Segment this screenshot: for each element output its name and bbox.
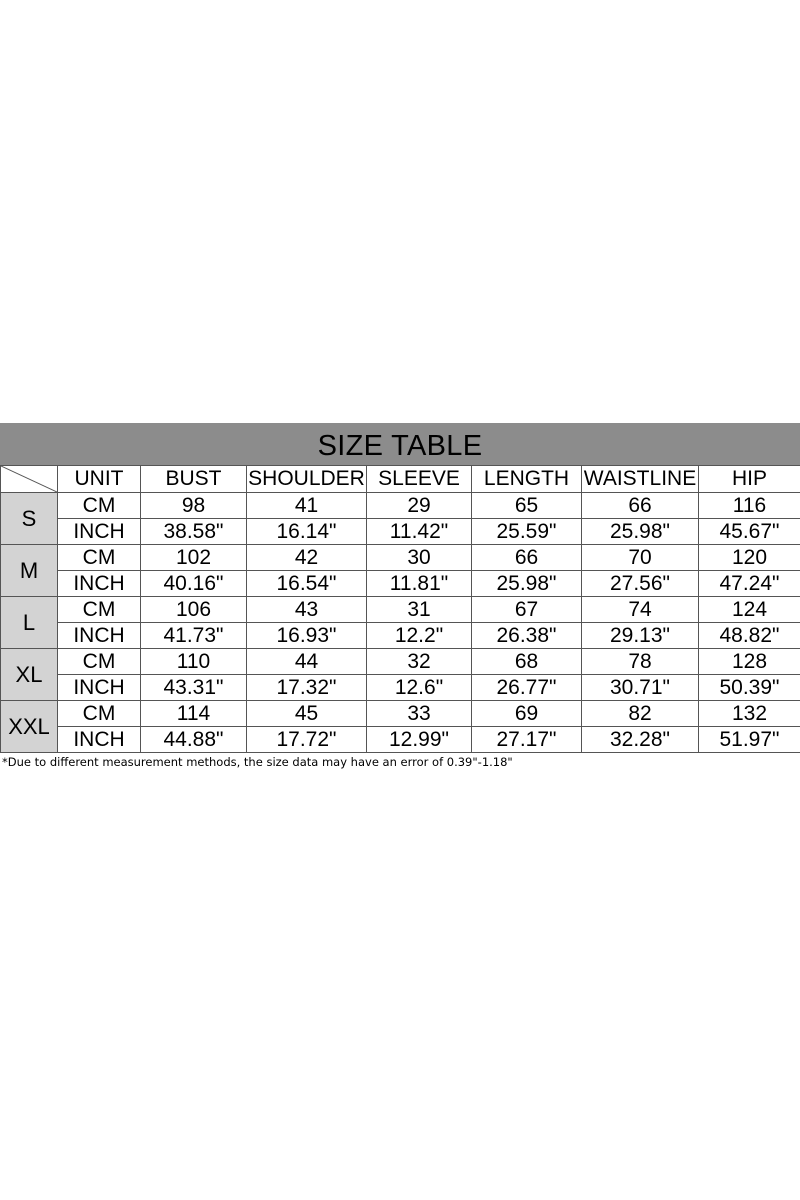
table-title: SIZE TABLE bbox=[317, 429, 483, 462]
value-cell: 65 bbox=[472, 493, 582, 519]
value-cell: 41.73" bbox=[141, 623, 247, 649]
value-cell: 67 bbox=[472, 597, 582, 623]
table-row bbox=[1, 675, 800, 701]
value-cell: 16.14" bbox=[247, 519, 367, 545]
title-bar bbox=[0, 423, 800, 465]
value-cell: 50.39" bbox=[699, 675, 800, 701]
value-cell: 29.13" bbox=[582, 623, 699, 649]
size-label: XL bbox=[1, 649, 58, 701]
value-cell: 16.54" bbox=[247, 571, 367, 597]
unit-cell: INCH bbox=[58, 623, 141, 649]
value-cell: 102 bbox=[141, 545, 247, 571]
table-row bbox=[1, 519, 800, 545]
size-label: XXL bbox=[1, 701, 58, 753]
table-row bbox=[1, 623, 800, 649]
value-cell: 70 bbox=[582, 545, 699, 571]
unit-cell: CM bbox=[58, 701, 141, 727]
value-cell: 11.42" bbox=[367, 519, 472, 545]
value-cell: 82 bbox=[582, 701, 699, 727]
value-cell: 110 bbox=[141, 649, 247, 675]
size-label: M bbox=[1, 545, 58, 597]
value-cell: 29 bbox=[367, 493, 472, 519]
value-cell: 128 bbox=[699, 649, 800, 675]
value-cell: 116 bbox=[699, 493, 800, 519]
unit-cell: INCH bbox=[58, 519, 141, 545]
value-cell: 17.32" bbox=[247, 675, 367, 701]
value-cell: 25.59" bbox=[472, 519, 582, 545]
size-label: S bbox=[1, 493, 58, 545]
unit-cell: CM bbox=[58, 649, 141, 675]
table-row bbox=[1, 597, 800, 623]
value-cell: 17.72" bbox=[247, 727, 367, 753]
value-cell: 25.98" bbox=[472, 571, 582, 597]
value-cell: 26.38" bbox=[472, 623, 582, 649]
unit-cell: INCH bbox=[58, 571, 141, 597]
value-cell: 38.58" bbox=[141, 519, 247, 545]
size-table bbox=[0, 465, 800, 753]
header-length: LENGTH bbox=[472, 466, 582, 493]
value-cell: 132 bbox=[699, 701, 800, 727]
value-cell: 45 bbox=[247, 701, 367, 727]
value-cell: 12.99" bbox=[367, 727, 472, 753]
value-cell: 47.24" bbox=[699, 571, 800, 597]
unit-cell: INCH bbox=[58, 675, 141, 701]
value-cell: 124 bbox=[699, 597, 800, 623]
value-cell: 78 bbox=[582, 649, 699, 675]
value-cell: 31 bbox=[367, 597, 472, 623]
value-cell: 32.28" bbox=[582, 727, 699, 753]
value-cell: 32 bbox=[367, 649, 472, 675]
value-cell: 26.77" bbox=[472, 675, 582, 701]
value-cell: 40.16" bbox=[141, 571, 247, 597]
value-cell: 114 bbox=[141, 701, 247, 727]
value-cell: 11.81" bbox=[367, 571, 472, 597]
value-cell: 45.67" bbox=[699, 519, 800, 545]
value-cell: 48.82" bbox=[699, 623, 800, 649]
unit-cell: CM bbox=[58, 545, 141, 571]
value-cell: 66 bbox=[472, 545, 582, 571]
value-cell: 41 bbox=[247, 493, 367, 519]
value-cell: 98 bbox=[141, 493, 247, 519]
table-row bbox=[1, 701, 800, 727]
header-waistline: WAISTLINE bbox=[582, 466, 699, 493]
value-cell: 74 bbox=[582, 597, 699, 623]
unit-cell: CM bbox=[58, 597, 141, 623]
header-bust: BUST bbox=[141, 466, 247, 493]
unit-cell: INCH bbox=[58, 727, 141, 753]
header-shoulder: SHOULDER bbox=[247, 466, 367, 493]
value-cell: 106 bbox=[141, 597, 247, 623]
value-cell: 120 bbox=[699, 545, 800, 571]
table-row bbox=[1, 493, 800, 519]
unit-cell: CM bbox=[58, 493, 141, 519]
value-cell: 43.31" bbox=[141, 675, 247, 701]
value-cell: 43 bbox=[247, 597, 367, 623]
value-cell: 30.71" bbox=[582, 675, 699, 701]
corner-cell bbox=[1, 466, 58, 493]
header-sleeve: SLEEVE bbox=[367, 466, 472, 493]
value-cell: 69 bbox=[472, 701, 582, 727]
size-label: L bbox=[1, 597, 58, 649]
table-row bbox=[1, 545, 800, 571]
value-cell: 30 bbox=[367, 545, 472, 571]
diagonal-divider bbox=[1, 466, 57, 492]
table-row bbox=[1, 649, 800, 675]
value-cell: 44 bbox=[247, 649, 367, 675]
value-cell: 33 bbox=[367, 701, 472, 727]
value-cell: 68 bbox=[472, 649, 582, 675]
value-cell: 12.2" bbox=[367, 623, 472, 649]
value-cell: 42 bbox=[247, 545, 367, 571]
footnote: *Due to different measurement methods, the size data may have an error of 0.39"-1.18" bbox=[2, 755, 513, 769]
header-row bbox=[1, 466, 800, 493]
value-cell: 16.93" bbox=[247, 623, 367, 649]
value-cell: 12.6" bbox=[367, 675, 472, 701]
value-cell: 44.88" bbox=[141, 727, 247, 753]
value-cell: 27.56" bbox=[582, 571, 699, 597]
value-cell: 66 bbox=[582, 493, 699, 519]
value-cell: 25.98" bbox=[582, 519, 699, 545]
header-hip: HIP bbox=[699, 466, 800, 493]
value-cell: 51.97" bbox=[699, 727, 800, 753]
table-row bbox=[1, 571, 800, 597]
table-row bbox=[1, 727, 800, 753]
value-cell: 27.17" bbox=[472, 727, 582, 753]
header-unit: UNIT bbox=[58, 466, 141, 493]
